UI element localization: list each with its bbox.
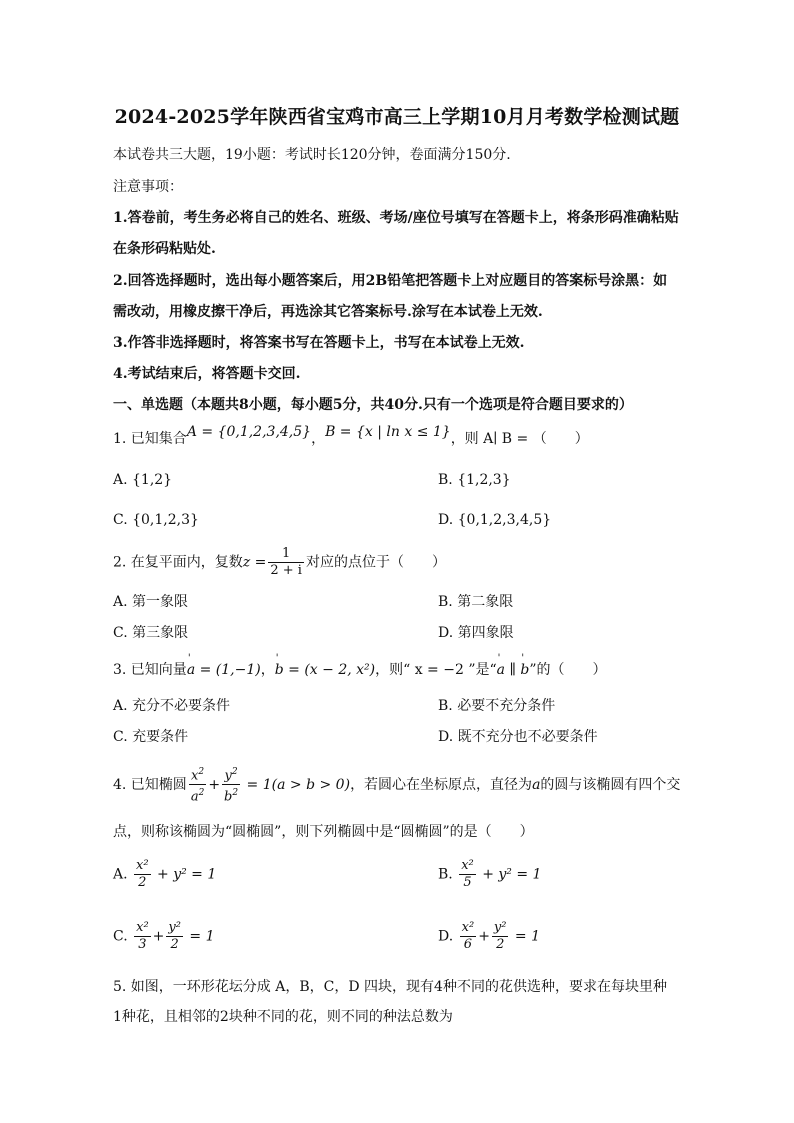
q2-lhs: z = (242, 554, 267, 571)
q4-option-c-rest: = 1 (184, 928, 215, 945)
q4-option-b-label: B. (438, 866, 453, 883)
q4-option-d-rest: = 1 (510, 928, 541, 945)
q3-pre: 3. 已知向量 (113, 662, 187, 678)
q4-line-2: 点，则称该椭圆为“圆椭圆”，则下列椭圆中是“圆椭圆”的是（ ） (113, 824, 534, 840)
q1-option-c[interactable]: C. {0,1,2,3} (113, 512, 199, 528)
intro-text: 本试卷共三大题，19小题：考试时长120分钟，卷面满分150分. (113, 147, 511, 163)
q2-option-a[interactable]: A. 第一象限 (113, 594, 189, 610)
q1-option-b[interactable]: B. {1,2,3} (438, 472, 511, 488)
q3-vector-b: ' b (275, 662, 284, 678)
q1-pre: 1. 已知集合 (113, 431, 187, 447)
notice-2a: 2.回答选择题时，选出每小题答案后，用2B铅笔把答题卡上对应题目的答案标号涂黑：如 (113, 273, 668, 289)
q1-sep: ， (311, 431, 326, 447)
notice-3: 3.作答非选择题时，将答案书写在答题卡上，书写在本试卷上无效. (113, 335, 525, 351)
q4-option-d-label: D. (438, 928, 454, 945)
q4-option-c-label: C. (113, 928, 128, 945)
question-5-line-1: 5. 如图，一环形花坛分成 A，B，C，D 四块，现有4种不同的花供选种，要求在每块里种 (113, 979, 667, 995)
q1-set-b: B = {x | ln x ≤ 1} (325, 424, 451, 440)
question-5-line-2: 1种花，且相邻的2块种不同的花，则不同的种法总数为 (113, 1009, 453, 1025)
q3-post2: ”的（ ） (529, 662, 607, 678)
q4-mid: ，若圆心在坐标原点，直径为 (350, 776, 533, 793)
q3-option-b[interactable]: B. 必要不充分条件 (438, 698, 556, 714)
q2-option-c[interactable]: C. 第三象限 (113, 625, 189, 641)
q4-frac-x: $\frac{x^2}{a^2}$ (189, 764, 207, 806)
question-2 (113, 546, 446, 579)
q3-vector-a2: ' a (497, 662, 505, 678)
q3-option-c[interactable]: C. 充要条件 (113, 729, 189, 745)
section-heading: 一、单选题（本题共8小题，每小题5分，共40分.只有一个选项是符合题目要求的） (113, 397, 633, 413)
q4-post: 的圆与该椭圆有四个交 (540, 776, 681, 793)
q4-option-a-frac: $\frac{\text{x²}}{2}$ (136, 858, 149, 890)
notice-4: 4.考试结束后，将答题卡交回. (113, 366, 301, 382)
question-4: 4. 已知椭圆 $\frac{x^2}{a^2}$ + $\frac{y^2}{b^2}$ = 1(a > b > 0)，若圆心在坐标原点，直径为a的圆与该椭圆有四个交 (113, 764, 680, 806)
notice-heading: 注意事项： (113, 179, 183, 195)
q4-pre: 4. 已知椭圆 (113, 776, 187, 793)
q4-option-b-rest: + y² = 1 (477, 866, 542, 883)
q2-post: 对应的点位于（ ） (305, 554, 446, 571)
q3-option-d[interactable]: D. 既不充分也不必要条件 (438, 729, 598, 745)
q2-fraction (268, 546, 304, 579)
q4-a: a (532, 776, 541, 793)
q3-b-value: = (x − 2, x²) (283, 662, 376, 678)
q1-option-a[interactable]: A. {1,2} (113, 472, 173, 488)
q4-option-d-frac1: $\frac{\text{x²}}{6}$ (461, 920, 475, 952)
q4-option-a-label: A. (113, 866, 128, 883)
q4-option-c[interactable]: C. $\frac{\text{x²}}{3}$ + $\frac{\text{y²}}{2}$ = 1 (113, 920, 215, 952)
q4-option-d-frac2: $\frac{\text{y²}}{2}$ (493, 920, 507, 952)
q3-post1: ，则“ x = −2 ”是“ (375, 662, 497, 678)
q4-option-a-rest: + y² = 1 (152, 866, 217, 883)
q2-option-d[interactable]: D. 第四象限 (438, 625, 514, 641)
q3-vector-b2: ' b (520, 662, 529, 678)
question-1 (113, 424, 589, 448)
notice-2b: 需改动，用橡皮擦干净后，再选涂其它答案标号.涂写在本试卷上无效. (113, 304, 543, 320)
question-3 (113, 659, 607, 679)
q4-frac-y: $\frac{y^2}{b^2}$ (222, 764, 240, 806)
q1-post: ，则 A∣ B = （ ） (450, 431, 589, 447)
q4-option-d[interactable]: D. $\frac{\text{x²}}{6}$ + $\frac{\text{y²}}{2}$ = 1 (438, 920, 541, 952)
q2-option-b[interactable]: B. 第二象限 (438, 594, 514, 610)
page-title: 2024-2025学年陕西省宝鸡市高三上学期10月月考数学检测试题 (114, 106, 680, 128)
q3-option-a[interactable]: A. 充分不必要条件 (113, 698, 231, 714)
q3-vector-a: ' a (187, 662, 195, 678)
q4-option-a[interactable] (113, 858, 216, 891)
q4-eq-tail: = 1(a > b > 0) (242, 776, 351, 793)
q3-a-value: = (1,−1) (195, 662, 261, 678)
q4-option-b[interactable] (438, 858, 541, 891)
q3-mid: ， (260, 662, 275, 678)
notice-1a: 1.答卷前，考生务必将自己的姓名、班级、考场/座位号填写在答题卡上，将条形码准确粘贴 (113, 210, 679, 226)
q2-denominator: 2 + i (270, 563, 302, 578)
q3-parallel: ∥ (505, 662, 521, 678)
q1-set-a: A = {0,1,2,3,4,5} (186, 424, 312, 440)
q4-option-b-frac: $\frac{\text{x²}}{5}$ (461, 858, 474, 890)
q1-option-d[interactable]: D. {0,1,2,3,4,5} (438, 512, 552, 528)
notice-1b: 在条形码粘贴处. (113, 241, 216, 257)
q4-option-c-frac1: $\frac{\text{x²}}{3}$ (136, 920, 149, 952)
q2-pre: 2. 在复平面内，复数 (113, 554, 243, 571)
q2-numerator: 1 (268, 546, 304, 563)
q4-option-c-frac2: $\frac{\text{y²}}{2}$ (168, 920, 181, 952)
